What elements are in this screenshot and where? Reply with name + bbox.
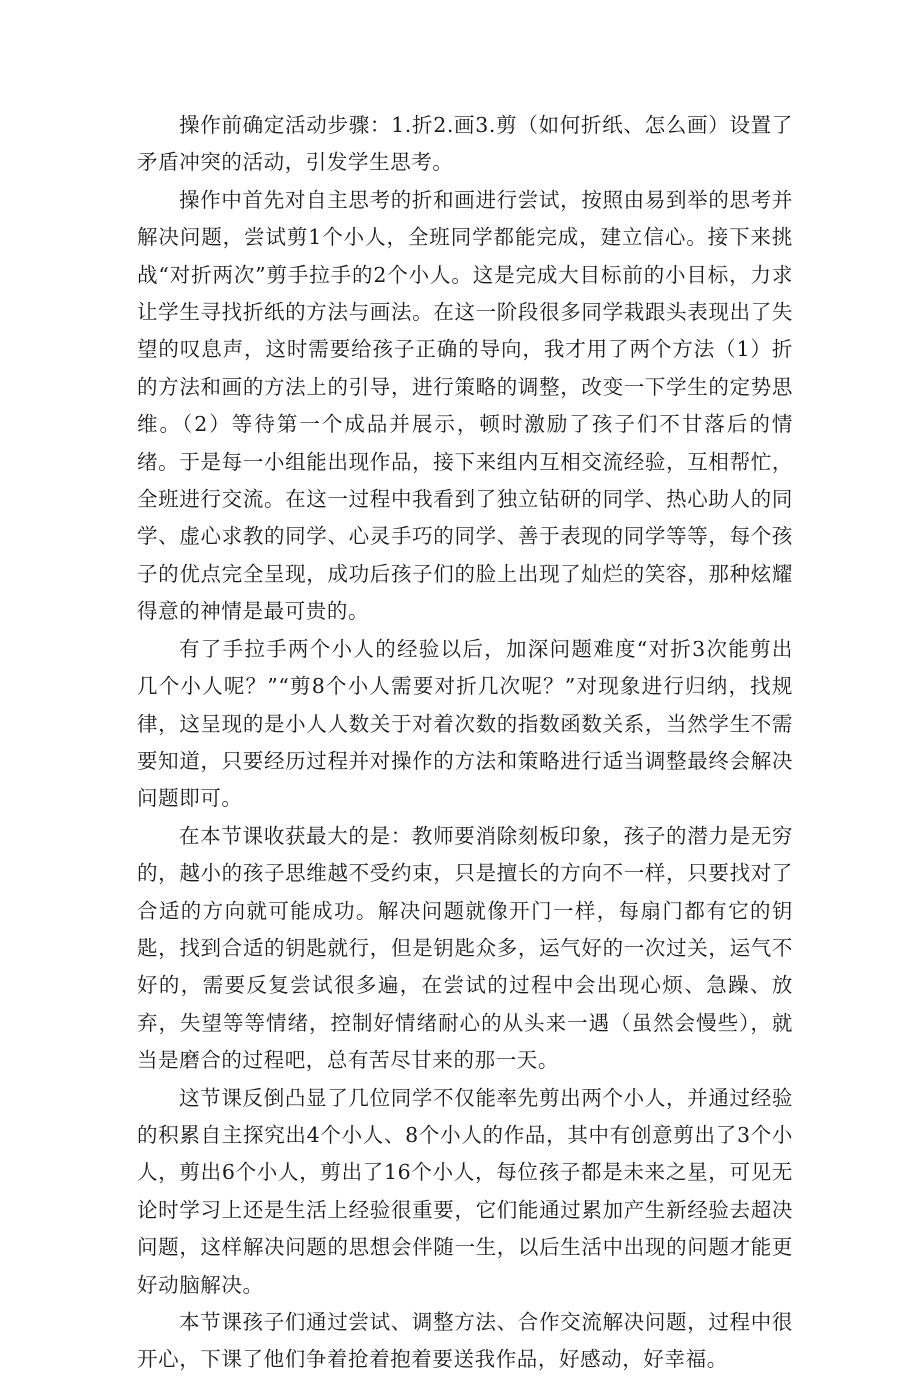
- paragraph-deepen-problem: 有了手拉手两个小人的经验以后，加深问题难度“对折3次能剪出几个小人呢？”“剪8个小人需要对折几次呢？”对现象进行归纳，找规律，这呈现的是小人人数关于对着次数的指数函数关系，当然学生不需要知道，只要经历过程并对操作的方法和策略进行适当调整最终会解决问题即可。: [137, 636, 793, 811]
- paragraph-activity-steps: 操作前确定活动步骤：1.折2.画3.剪（如何折纸、怎么画）设置了矛盾冲突的活动，引发学生思考。: [137, 113, 793, 175]
- paragraph-operation-process: 操作中首先对自主思考的折和画进行尝试，按照由易到举的思考并解决问题，尝试剪1个小人，全班同学都能完成，建立信心。接下来挑战“对折两次”剪手拉手的2个小人。这是完成大目标前的小目标，力求让学生寻找折纸的方法与画法。在这一阶段很多同学栽跟头表现出了失望的叹息声，这时需要给孩子正确的导向，我才用了两个方法（1）折的方法和画的方法上的引导，进行策略的调整，改变一下学生的定势思维。（2）等待第一个成品并展示，顿时激励了孩子们不甘落后的情绪。于是每一小组能出现作品，接下来组内互相交流经验，互相帮忙，全班进行交流。在这一过程中我看到了独立钻研的同学、热心助人的同学、虚心求教的同学、心灵手巧的同学、善于表现的同学等等，每个孩子的优点完全呈现，成功后孩子们的脸上出现了灿烂的笑容，那种炫耀得意的神情是最可贵的。: [137, 187, 793, 624]
- paragraph-conclusion: 本节课孩子们通过尝试、调整方法、合作交流解决问题，过程中很开心，下课了他们争着抢着抱着要送我作品，好感动，好幸福。: [137, 1310, 793, 1372]
- paragraph-student-highlights: 这节课反倒凸显了几位同学不仅能率先剪出两个小人，并通过经验的积累自主探究出4个小人、8个小人的作品，其中有创意剪出了3个小人，剪出6个小人，剪出了16个小人，每位孩子都是未来之星，可见无论时学习上还是生活上经验很重要，它们能通过累加产生新经验去超决问题，这样解决问题的思想会伴随一生，以后生活中出现的问题才能更好动脑解决。: [137, 1085, 793, 1297]
- document-body: [137, 107, 793, 1379]
- paragraph-biggest-gain: 在本节课收获最大的是：教师要消除刻板印象，孩子的潜力是无穷的，越小的孩子思维越不受约束，只是擅长的方向不一样，只要找对了合适的方向就可能成功。解决问题就像开门一样，每扇门都有它的钥匙，找到合适的钥匙就行，但是钥匙众多，运气好的一次过关，运气不好的，需要反复尝试很多遍，在尝试的过程中会出现心烦、急躁、放弃，失望等等情绪，控制好情绪耐心的从头来一遇（虽然会慢些），就当是磨合的过程吧，总有苦尽甘来的那一天。: [137, 823, 793, 1073]
